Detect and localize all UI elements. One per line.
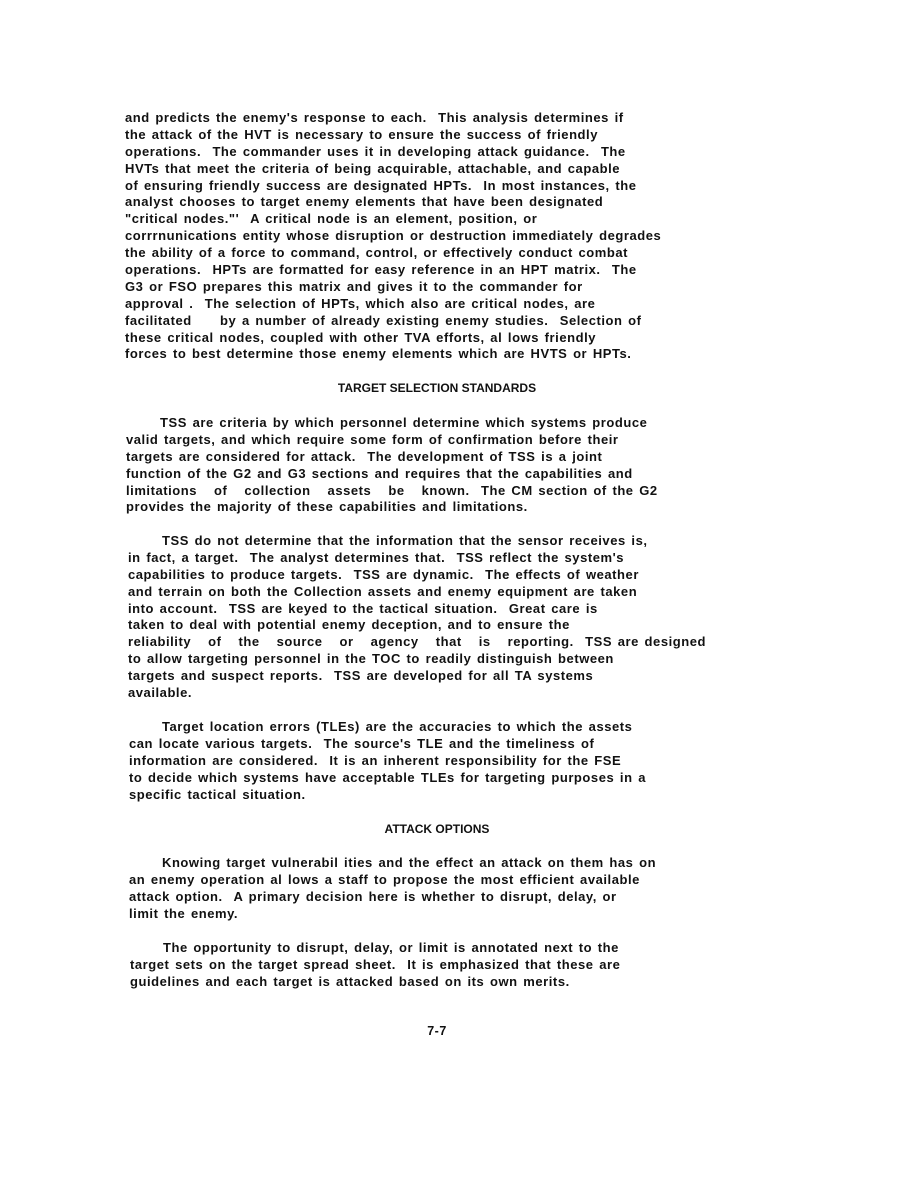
text-line: to allow targeting personnel in the TOC to readily distinguish between [128, 651, 614, 667]
text-line: targets and suspect reports. TSS are developed for all TA systems [128, 668, 594, 684]
section-heading-target-selection-standards: TARGET SELECTION STANDARDS [337, 381, 537, 395]
paragraph-tss-determination [128, 533, 753, 702]
text-line: valid targets, and which require some form of confirmation before their [126, 431, 619, 447]
paragraph-tss-criteria [126, 415, 751, 516]
text-line: an enemy operation al lows a staff to propose the most efficient available [129, 871, 640, 887]
paragraph-hvt-analysis [125, 110, 750, 363]
text-line: Target location errors (TLEs) are the accuracies to which the assets [162, 719, 633, 734]
section-heading-attack-options: ATTACK OPTIONS [384, 822, 490, 836]
text-line: forces to best determine those enemy elements which are HVTS or HPTs. [125, 346, 632, 362]
text-line: the attack of the HVT is necessary to ensure the success of friendly [125, 126, 598, 142]
text-line: provides the majority of these capabilities and limitations. [126, 499, 528, 515]
text-line: analyst chooses to target enemy elements that have been designated [125, 194, 604, 210]
text-line: function of the G2 and G3 sections and requires that the capabilities and [126, 465, 633, 481]
text-line: of ensuring friendly success are designated HPTs. In most instances, the [125, 177, 637, 193]
text-line: to decide which systems have acceptable TLEs for targeting purposes in a [129, 769, 647, 785]
text-line: operations. The commander uses it in developing attack guidance. The [125, 143, 626, 159]
text-line: G3 or FSO prepares this matrix and gives it to the commander for [125, 278, 583, 294]
text-line: limitations of collection assets be known. The CM section of the G2 [126, 482, 658, 498]
text-line: TSS are criteria by which personnel determine which systems produce [160, 415, 648, 430]
text-line: in fact, a target. The analyst determines that. TSS reflect the system's [128, 549, 625, 565]
text-line: corrrnunications entity whose disruption or destruction immediately degrades [125, 228, 662, 244]
text-line: targets are considered for attack. The development of TSS is a joint [126, 448, 603, 464]
text-line: limit the enemy. [129, 905, 239, 921]
text-line: capabilities to produce targets. TSS are dynamic. The effects of weather [128, 566, 639, 582]
paragraph-knowing-vulnerabilities [129, 855, 754, 923]
text-line: reliability of the source or agency that is reporting. TSS are designed [128, 634, 707, 650]
text-line: target sets on the target spread sheet. It is emphasized that these are [130, 956, 621, 972]
paragraph-target-location-errors [129, 719, 754, 803]
paragraph-opportunity-to-disrupt [130, 940, 755, 991]
text-line: taken to deal with potential enemy deception, and to ensure the [128, 617, 570, 633]
text-line: The opportunity to disrupt, delay, or limit is annotated next to the [163, 940, 619, 955]
text-line: and terrain on both the Collection assets and enemy equipment are taken [128, 583, 638, 599]
text-line: operations. HPTs are formatted for easy reference in an HPT matrix. The [125, 262, 637, 278]
text-line: "critical nodes."' A critical node is an element, position, or [125, 211, 538, 227]
text-line: HVTs that meet the criteria of being acquirable, attachable, and capable [125, 160, 621, 176]
text-line: available. [128, 685, 193, 701]
text-line: TSS do not determine that the information that the sensor receives is, [162, 533, 648, 548]
text-line: approval . The selection of HPTs, which also are critical nodes, are [125, 295, 596, 311]
text-line: facilitated by a number of already existing enemy studies. Selection of [125, 312, 642, 328]
text-line: and predicts the enemy's response to each. This analysis determines if [125, 110, 624, 125]
text-line: attack option. A primary decision here is whether to disrupt, delay, or [129, 888, 617, 904]
text-line: specific tactical situation. [129, 786, 306, 802]
text-line: into account. TSS are keyed to the tactical situation. Great care is [128, 600, 598, 616]
text-line: guidelines and each target is attacked based on its own merits. [130, 973, 570, 989]
text-line: can locate various targets. The source's TLE and the timeliness of [129, 735, 595, 751]
text-line: Knowing target vulnerabil ities and the effect an attack on them has on [162, 855, 657, 870]
text-line: information are considered. It is an inherent responsibility for the FSE [129, 752, 622, 768]
page-number: 7-7 [427, 1024, 447, 1038]
text-line: the ability of a force to command, control, or effectively conduct combat [125, 245, 629, 261]
text-line: these critical nodes, coupled with other TVA efforts, al lows friendly [125, 329, 597, 345]
